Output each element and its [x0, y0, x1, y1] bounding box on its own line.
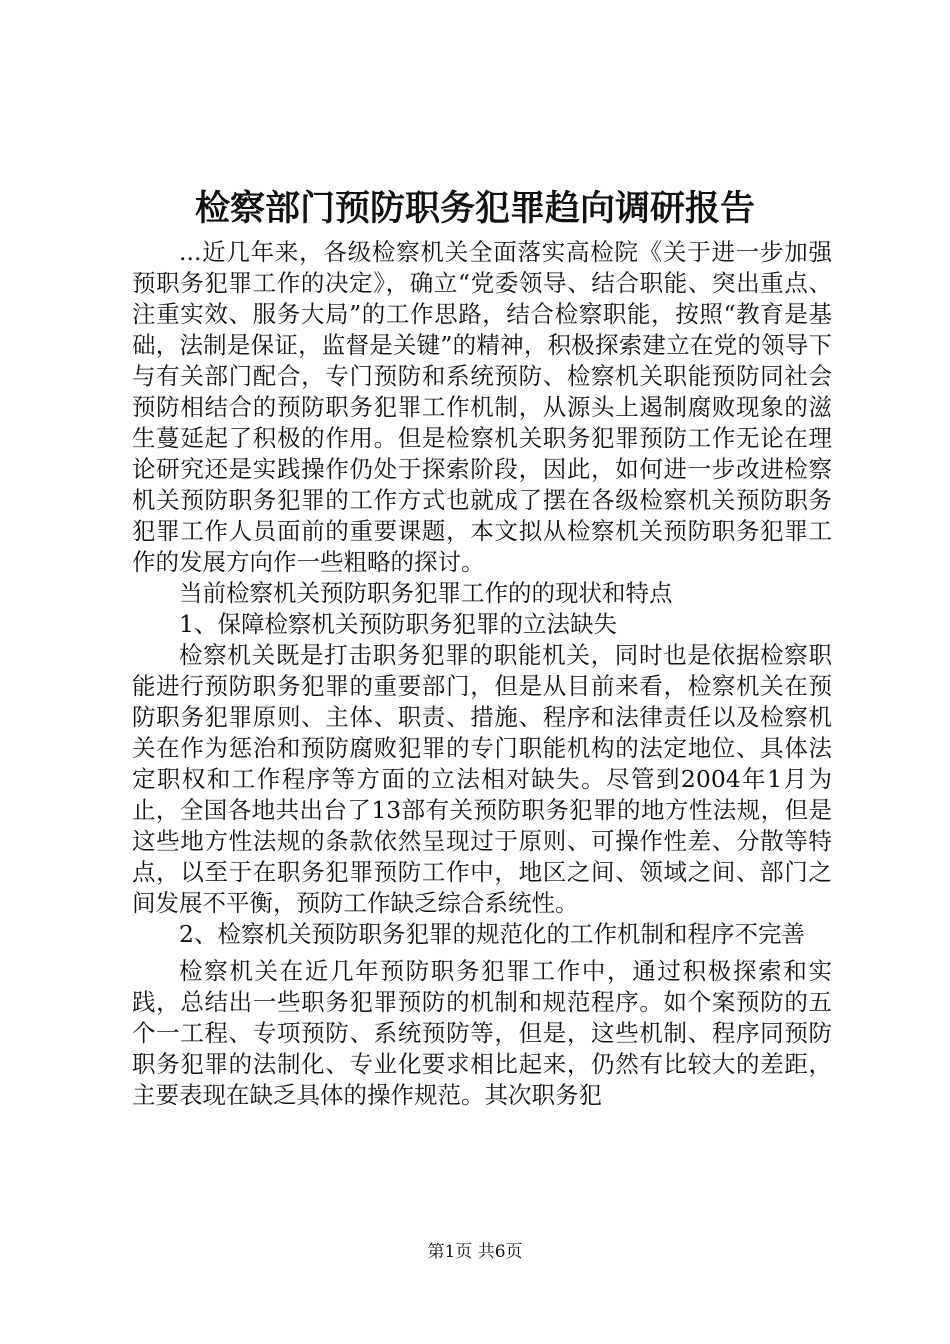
paragraph-intro: ...近几年来，各级检察机关全面落实高检院《关于进一步加强预职务犯罪工作的决定》，确立“党委领导、结合职能、突出重点、注重实效、服务大局”的工作思路，结合检察职能，按照“教育是基础，法制是保证，监督是关键”的精神，积极探索建立在党的领导下与有关部门配合，专门预防和系统预防、检察机关职能预防同社会预防相结合的预防职务犯罪工作机制，从源头上遏制腐败现象的滋生蔓延起了积极的作用。但是检察机关职务犯罪预防工作无论在理论研究还是实践操作仍处于探索阶段，因此，如何进一步改进检察机关预防职务犯罪的工作方式也就成了摆在各级检察机关预防职务犯罪工作人员面前的重要课题，本文拟从检察机关预防职务犯罪工作的发展方向作一些粗略的探讨。 — [132, 238, 832, 576]
subheading-1: 1、保障检察机关预防职务犯罪的立法缺失 — [179, 610, 617, 638]
page-footer: 第1页 共6页 — [427, 1242, 523, 1262]
subheading-2: 2、检察机关预防职务犯罪的规范化的工作机制和程序不完善 — [179, 920, 805, 948]
document-title: 检察部门预防职务犯罪趋向调研报告 — [194, 188, 755, 229]
document-body — [132, 237, 832, 1111]
paragraph-mechanism: 检察机关在近几年预防职务犯罪工作中，通过积极探索和实践，总结出一些职务犯罪预防的机制和规范程序。如个案预防的五个一工程、专项预防、系统预防等，但是，这些机制、程序同预防职务犯罪的法制化、专业化要求相比起来，仍然有比较大的差距，主要表现在缺乏具体的操作规范。其次职务犯 — [132, 957, 832, 1109]
paragraph-legislation: 检察机关既是打击职务犯罪的职能机关，同时也是依据检察职能进行预防职务犯罪的重要部门，但是从目前来看，检察机关在预防职务犯罪原则、主体、职责、措施、程序和法律责任以及检察机关在作为惩治和预防腐败犯罪的专门职能机构的法定地位、具体法定职权和工作程序等方面的立法相对缺失。尽管到2004年1月为止，全国各地共出台了13部有关预防职务犯罪的地方性法规，但是这些地方性法规的条款依然呈现过于原则、可操作性差、分散等特点，以至于在职务犯罪预防工作中，地区之间、领域之间、部门之间发展不平衡，预防工作缺乏综合系统性。 — [132, 641, 832, 917]
section-heading: 当前检察机关预防职务犯罪工作的的现状和特点 — [179, 579, 673, 607]
